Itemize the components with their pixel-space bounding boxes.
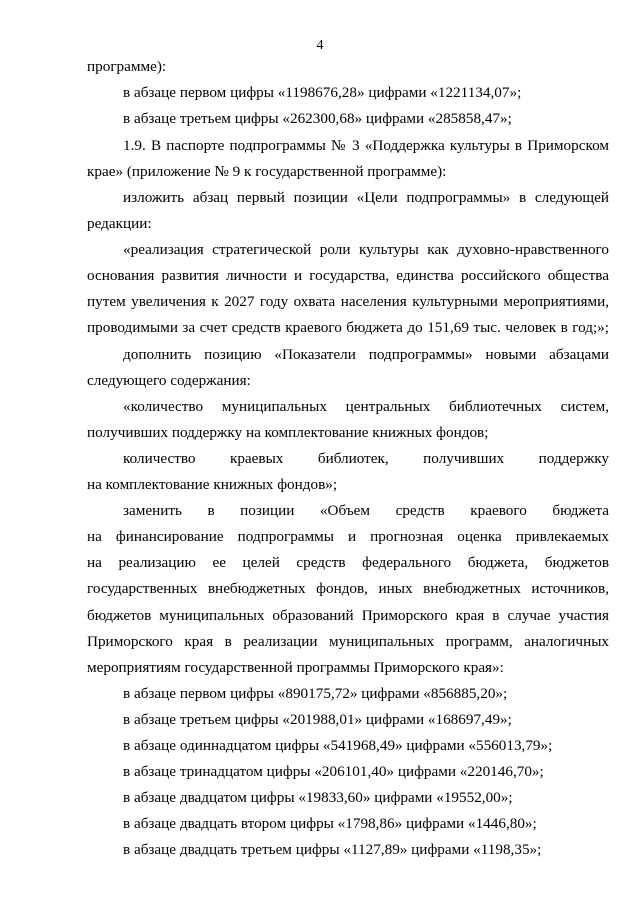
text-line: в абзаце тринадцатом цифры «206101,40» цифрами «220146,70»; — [123, 763, 544, 780]
page-number: 4 — [316, 38, 324, 53]
text-line: следующего содержания: — [87, 372, 251, 389]
text-line: в абзаце одиннадцатом цифры «541968,49» цифрами «556013,79»; — [123, 737, 553, 754]
text-line: в абзаце двадцатом цифры «19833,60» цифрами «19552,00»; — [123, 789, 513, 806]
text-line: путем увеличения к 2027 году охвата населения культурными мероприятиями, — [87, 293, 609, 310]
text-line: редакции: — [87, 215, 152, 232]
text-line: в абзаце третьем цифры «201988,01» цифрами «168697,49»; — [123, 711, 512, 728]
text-line: 1.9. В паспорте подпрограммы № 3 «Поддержка культуры в Приморском — [123, 137, 609, 154]
text-line: государственных внебюджетных фондов, иных внебюджетных источников, — [87, 580, 609, 597]
text-line: в абзаце первом цифры «890175,72» цифрами «856885,20»; — [123, 685, 508, 702]
text-line: крае» (приложение № 9 к государственной программе): — [87, 163, 447, 180]
text-line: бюджетов муниципальных образований Приморского края в случае участия — [87, 607, 609, 624]
text-line: получивших поддержку на комплектование книжных фондов; — [87, 424, 489, 441]
text-line: «количество муниципальных центральных библиотечных систем, — [123, 398, 609, 415]
text-line: на реализацию ее целей средств федерального бюджета, бюджетов — [87, 554, 609, 571]
text-line: Приморского края в реализации муниципальных программ, аналогичных — [87, 633, 609, 650]
text-line: проводимыми за счет средств краевого бюджета до 151,69 тыс. человек в год;»; — [87, 319, 609, 336]
text-line: изложить абзац первый позиции «Цели подпрограммы» в следующей — [123, 189, 609, 206]
text-line: в абзаце первом цифры «1198676,28» цифрами «1221134,07»; — [123, 84, 522, 101]
text-line: в абзаце двадцать третьем цифры «1127,89» цифрами «1198,35»; — [123, 841, 542, 858]
text-line: заменить в позиции «Объем средств краевого бюджета — [123, 502, 609, 519]
text-line: на финансирование подпрограммы и прогнозная оценка привлекаемых — [87, 528, 609, 545]
text-line: «реализация стратегической роли культуры как духовно-нравственного — [123, 241, 609, 258]
text-line: основания развития личности и государства, единства российского общества — [87, 267, 609, 284]
text-line: на комплектование книжных фондов»; — [87, 476, 338, 493]
text-line: мероприятиям государственной программы Приморского края»: — [87, 659, 504, 676]
text-line: программе): — [87, 58, 167, 75]
text-line: в абзаце двадцать втором цифры «1798,86» цифрами «1446,80»; — [123, 815, 537, 832]
text-line: дополнить позицию «Показатели подпрограммы» новыми абзацами — [123, 346, 609, 363]
text-line: в абзаце третьем цифры «262300,68» цифрами «285858,47»; — [123, 110, 512, 127]
text-line: количество краевых библиотек, получивших поддержку — [123, 450, 609, 467]
